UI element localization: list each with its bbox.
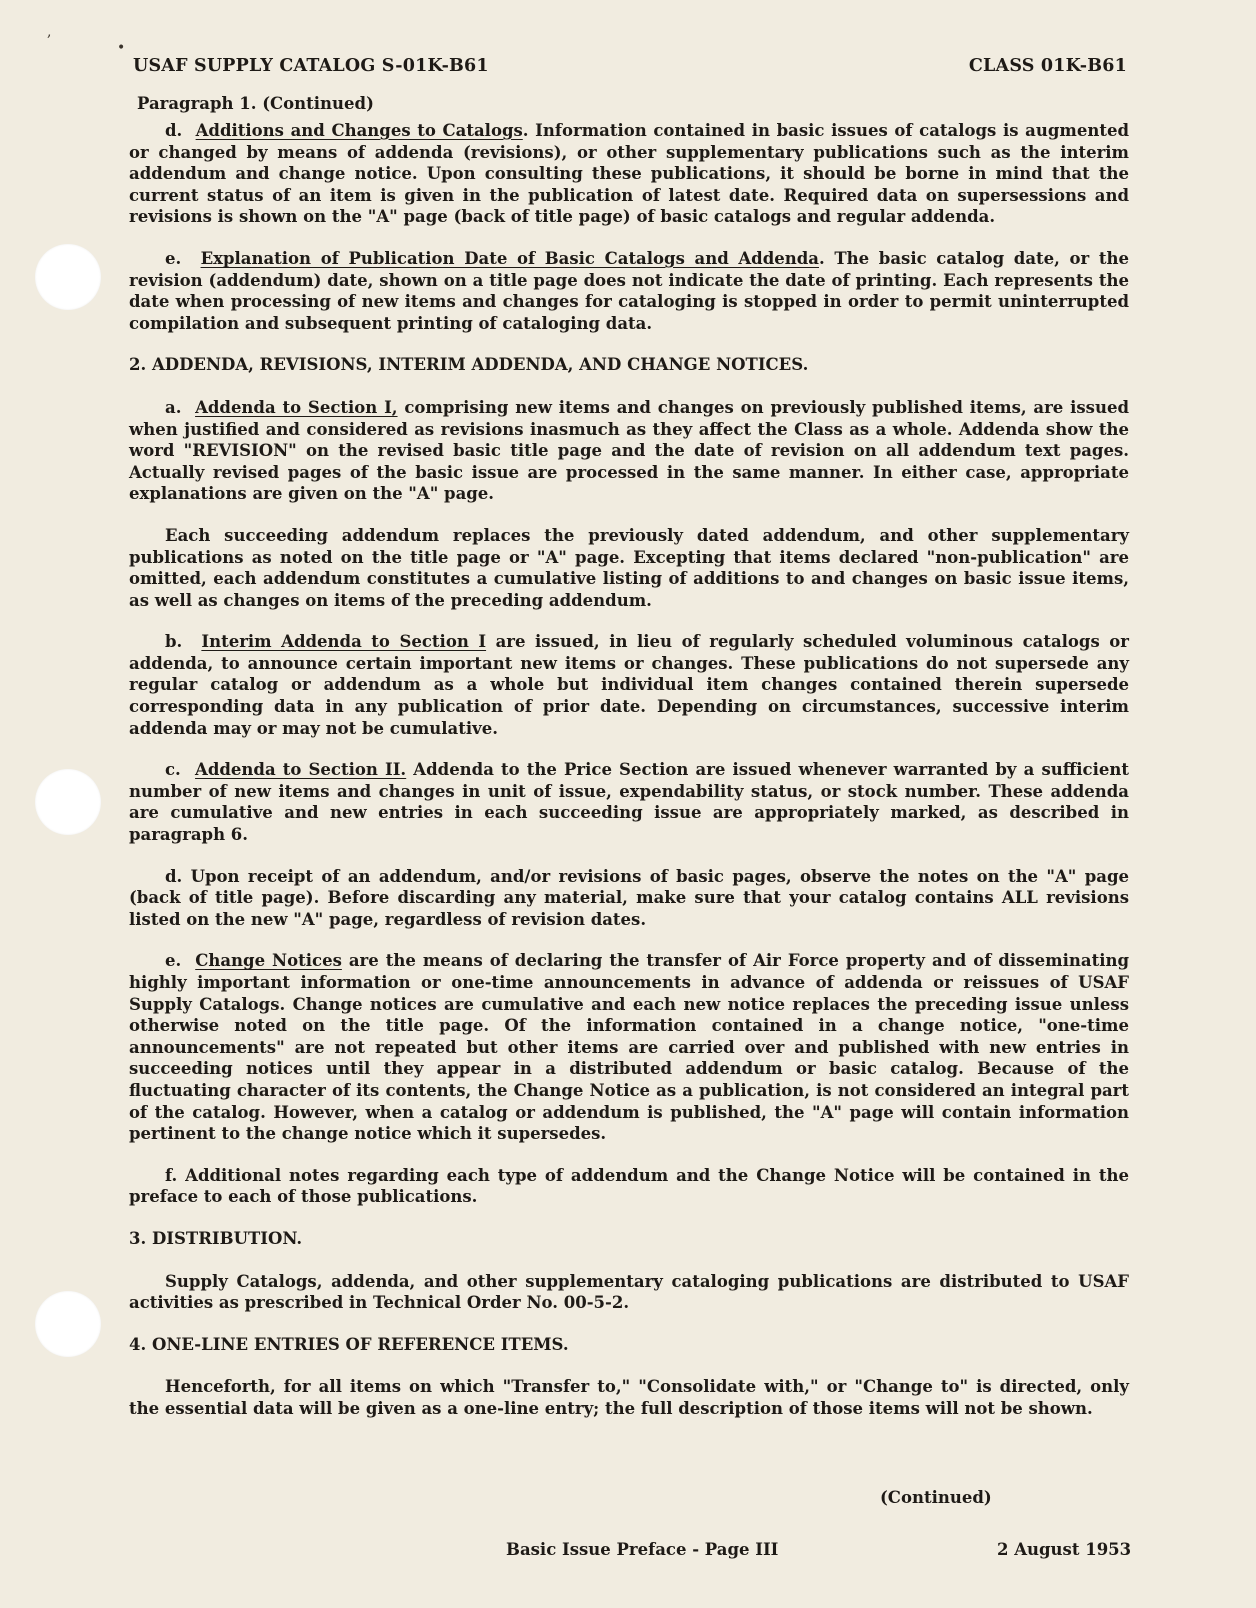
section-heading-3: 3. DISTRIBUTION. [129, 1228, 303, 1248]
footer-date: 2 August 1953 [997, 1540, 1132, 1559]
margin-mark: • [117, 40, 126, 56]
paragraph-2a-continued: Each succeeding addendum replaces the previously dated addendum, and other supplementary publications as noted on the title page or "A" page. Excepting that items declared "non-publication" are omitted, each addendum constitutes a cumulative listing of additions to and changes on basic issue items, as well as changes on items of the preceding addendum. [129, 525, 1129, 610]
punch-hole [35, 1291, 101, 1357]
paragraph-2f: f. Additional notes regarding each type of addendum and the Change Notice will be contained in the preface to each of those publications. [129, 1165, 1129, 1207]
paragraph-3: Supply Catalogs, addenda, and other supplementary cataloging publications are distributed to USAF activities as prescribed in Technical Order No. 00-5-2. [129, 1271, 1129, 1313]
paragraph-1d: d. Additions and Changes to Catalogs. Information contained in basic issues of catalogs is augmented or changed by means of addenda (revisions), or other supplementary publications such as the interim addendum and change notice. Upon consulting these publications, it should be borne in mind that the current status of an item is given in the publication of latest date. Required data on supersessions and revisions is shown on the "A" page (back of title page) of basic catalogs and regular addenda. [129, 121, 1129, 227]
continued-heading: Paragraph 1. (Continued) [137, 94, 374, 113]
footer-page-label: Basic Issue Preface - Page III [506, 1540, 779, 1559]
margin-mark: , [47, 24, 52, 40]
paragraph-2d: d. Upon receipt of an addendum, and/or revisions of basic pages, observe the notes on the "A" page (back of title page). Before discarding any material, make sure that your catalog contains ALL revisions listed on the new "A" page, regardless of revision dates. [129, 866, 1129, 929]
underlined-title: Addenda to Section II. [195, 760, 407, 780]
header-class: CLASS 01K-B61 [968, 56, 1127, 76]
underlined-title: Explanation of Publication Date of Basic Catalogs and Addenda [200, 248, 819, 268]
underlined-title: Additions and Changes to Catalogs [195, 121, 523, 140]
paragraph-2e: e. Change Notices are the means of declaring the transfer of Air Force property and of disseminating highly important information or one-time announcements in advance of addenda or reissues of USAF Supply Catalogs. Change notices are cumulative and each new notice replaces the preceding issue unless otherwise noted on the title page. Of the information contained in a change notice, "one-time announcements" are not repeated but other items are carried over and published with new entries in succeeding notices until they appear in a distributed addendum or basic catalog. Because of the fluctuating character of its contents, the Change Notice as a publication, is not considered an integral part of the catalog. However, when a catalog or addendum is published, the "A" page will contain information pertinent to the change notice which it supersedes. [129, 951, 1130, 1144]
punch-hole [35, 769, 101, 835]
header-catalog-title: USAF SUPPLY CATALOG S-01K-B61 [133, 56, 489, 76]
paragraph-1e: e. Explanation of Publication Date of Basic Catalogs and Addenda. The basic catalog date, or the revision (addendum) date, shown on a title page does not indicate the date of printing. Each represents the date when processing of new items and changes for cataloging is stopped in order to permit uninterrupted compilation and subsequent printing of cataloging data. [129, 248, 1129, 333]
paragraph-2b: b. Interim Addenda to Section I are issued, in lieu of regularly scheduled voluminous catalogs or addenda, to announce certain important new items or changes. These publications do not supersede any regular catalog or addendum as a whole but individual item changes contained therein supersede corresponding data in any publication of prior date. Depending on circumstances, successive interim addenda may or may not be cumulative. [129, 632, 1129, 738]
paragraph-4: Henceforth, for all items on which "Transfer to," "Consolidate with," or "Change to" is directed, only the essential data will be given as a one-line entry; the full description of those items will not be shown. [129, 1377, 1129, 1418]
punch-hole [35, 244, 101, 310]
underlined-title: Interim Addenda to Section I [201, 632, 487, 652]
body-text [129, 120, 1129, 1440]
underlined-title: Addenda to Section I, [195, 397, 398, 417]
paragraph-2a: a. Addenda to Section I, comprising new items and changes on previously published items, are issued when justified and considered as revisions inasmuch as they affect the Class as a whole. Addenda show the word "REVISION" on the revised basic title page and the date of revision on all addendum text pages. Actually revised pages of the basic issue are processed in the same manner. In either case, appropriate explanations are given on the "A" page. [129, 397, 1129, 504]
paragraph-2c: c. Addenda to Section II. Addenda to the Price Section are issued whenever warranted by a sufficient number of new items and changes in unit of issue, expendability status, or stock number. These addenda are cumulative and new entries in each succeeding issue are appropriately marked, as described in paragraph 6. [129, 760, 1129, 845]
section-heading-4: 4. ONE-LINE ENTRIES OF REFERENCE ITEMS. [129, 1334, 569, 1354]
underlined-title: Change Notices [195, 951, 342, 971]
continued-footer-note: (Continued) [880, 1488, 992, 1507]
section-heading-2: 2. ADDENDA, REVISIONS, INTERIM ADDENDA, AND CHANGE NOTICES. [129, 355, 809, 375]
